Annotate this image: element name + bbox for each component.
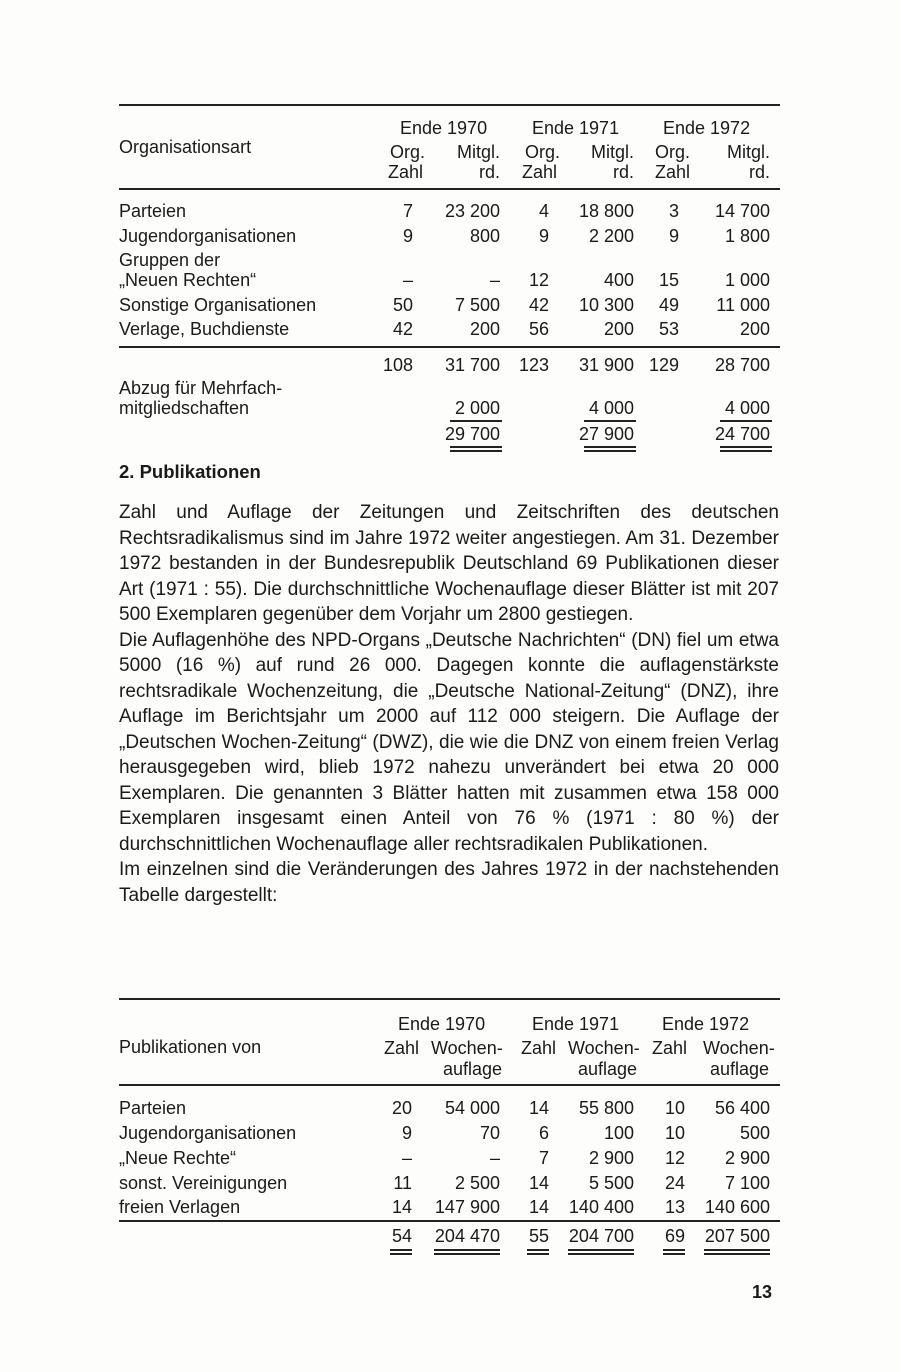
table-cell: 9 [402,226,413,246]
table-cell: 10 [664,1123,685,1143]
table-top-rule [119,998,780,1000]
table-cell: 200 [469,319,500,339]
subheader-wochen: Wochen- [703,1038,775,1058]
table-cell: 13 [664,1197,685,1217]
row-label: Parteien [119,201,187,221]
table-cell: 10 300 [578,295,634,315]
table-cell: 14 [391,1197,412,1217]
deduction-cell: 2 000 [454,398,500,418]
subheader-mitgl: Mitgl. [726,142,770,162]
table-sum-rule [119,346,780,348]
table-cell: 50 [392,295,413,315]
deduction-label: Abzug für Mehrfach- [119,378,283,398]
double-underline [704,1253,770,1255]
paragraph: Zahl und Auflage der Zeitungen und Zeitschriften des deutschen Rechtsradikalismus sind im Jahre 1972 weiter angestiegen. Am 31. Dezember 1972 bestanden in der Bundesrepublik Deutschland 69 Publikationen dieser Art (1971 : 55). Die durchschnittliche Wochenauflage dieser Blätter ist mit 207 500 Exemplaren gegenüber dem Vorjahr um 2800 gestiegen. [119,502,779,625]
double-underline [584,450,636,452]
deduction-cell: 4 000 [724,398,770,418]
total-cell: 28 700 [714,355,770,375]
table-cell: 24 [664,1173,685,1193]
table-cell: 53 [658,319,679,339]
net-cell: 27 900 [578,424,634,444]
table-cell: – [402,270,413,290]
table-cell: 500 [739,1123,770,1143]
table-cell: 54 000 [444,1098,500,1118]
table-cell: – [401,1148,412,1168]
column-header-publikationen: Publikationen von [119,1037,262,1057]
table-cell: 14 [528,1197,549,1217]
table-cell: 2 200 [588,226,634,246]
table-cell: 10 [664,1098,685,1118]
table-cell: 4 [538,201,549,221]
page-number: 13 [752,1282,773,1302]
table-cell: 42 [528,295,549,315]
table-cell: 7 500 [454,295,500,315]
row-label: „Neuen Rechten“ [119,270,257,290]
table-cell: 49 [658,295,679,315]
total-cell: 54 [391,1226,412,1246]
table-cell: 3 [668,201,679,221]
row-label: freien Verlagen [119,1197,241,1217]
subheader-rd: rd. [748,162,770,182]
deduction-label: mitgliedschaften [119,398,250,418]
total-cell: 108 [382,355,413,375]
table-cell: 18 800 [578,201,634,221]
table-cell: 9 [538,226,549,246]
table-sum-rule [119,1220,780,1222]
table-cell: 140 400 [568,1197,634,1217]
total-cell: 204 470 [434,1226,500,1246]
table-cell: 12 [664,1148,685,1168]
year-header: Ende 1971 [532,1014,620,1034]
subheader-zahl: Zahl [652,1038,688,1058]
subheader-org: Org. [390,142,426,162]
total-cell: 204 700 [568,1226,634,1246]
year-header: Ende 1972 [663,118,751,138]
row-label: sonst. Vereinigungen [119,1173,288,1193]
subheader-auflage: auflage [578,1059,638,1079]
total-cell: 31 900 [578,355,634,375]
total-cell: 129 [648,355,679,375]
table-cell: 6 [538,1123,549,1143]
table-cell: 7 [402,201,413,221]
subheader-rd: rd. [612,162,634,182]
table-cell: – [489,1148,500,1168]
paragraph: Die Auflagenhöhe des NPD-Organs „Deutsche Nachrichten“ (DN) fiel um etwa 5000 (16 %) auf rund 26 000. Dagegen konnte die auflagenstärkste rechtsradikale Wochenzeitung, die „Deutsche National-Zeitung“ (DNZ), ihre Auflage im Berichtsjahr um 2000 auf 112 000 steigern. Die Auflage der „Deutschen Wochen-Zeitung“ (DWZ), die wie die DNZ von einem freien Verlag herausgegeben wird, blieb 1972 nahezu unverändert bei etwa 20 000 Exemplaren. Die genannten 3 Blätter hatten mit zusammen etwa 158 000 Exemplaren insgesamt einen Anteil von 76 % (1971 : 80 %) der durchschnittlichen Wochenauflage aller rechtsradikalen Publikationen. [119,629,779,855]
total-cell: 55 [528,1226,549,1246]
subheader-wochen: Wochen- [431,1038,503,1058]
total-cell: 69 [664,1226,685,1246]
table-cell: 11 000 [716,295,770,315]
double-underline [390,1249,412,1251]
double-underline [434,1249,500,1251]
table-cell: – [489,270,500,290]
table-cell: 1 000 [724,270,770,290]
table-cell: 12 [528,270,549,290]
section-heading: 2. Publikationen [119,461,261,482]
table-cell: 2 900 [724,1148,770,1168]
row-label: Jugendorganisationen [119,226,297,246]
underline [450,420,502,422]
row-label: „Neue Rechte“ [119,1148,237,1168]
net-cell: 29 700 [444,424,500,444]
subheader-org: Org. [655,142,691,162]
double-underline [568,1249,634,1251]
table-header-rule [119,1084,780,1086]
total-cell: 123 [518,355,549,375]
subheader-rd: rd. [478,162,500,182]
table-cell: 14 700 [714,201,770,221]
double-underline [527,1249,549,1251]
year-header: Ende 1970 [398,1014,486,1034]
year-header: Ende 1970 [400,118,488,138]
body-text [119,500,779,908]
table-cell: 2 500 [454,1173,500,1193]
subheader-mitgl: Mitgl. [590,142,634,162]
row-label: Jugendorganisationen [119,1123,297,1143]
double-underline [527,1253,549,1255]
double-underline [704,1249,770,1251]
table-cell: 55 800 [578,1098,634,1118]
subheader-org: Org. [525,142,561,162]
table-cell: 9 [668,226,679,246]
table-cell: 200 [739,319,770,339]
year-header: Ende 1972 [662,1014,750,1034]
table-cell: 15 [658,270,679,290]
table-cell: 147 900 [434,1197,500,1217]
underline [720,420,772,422]
table-cell: 11 [393,1173,412,1193]
double-underline [390,1253,412,1255]
underline [584,420,636,422]
column-header-organisationsart: Organisationsart [119,137,252,157]
double-underline [663,1249,685,1251]
year-header: Ende 1971 [532,118,620,138]
subheader-zahl: Zahl [522,162,558,182]
row-label: Sonstige Organisationen [119,295,317,315]
table-cell: 400 [603,270,634,290]
table-cell: 100 [603,1123,634,1143]
subheader-auflage: auflage [710,1059,770,1079]
double-underline [720,446,772,448]
double-underline [584,446,636,448]
table-cell: 2 900 [588,1148,634,1168]
table-cell: 42 [392,319,413,339]
table-cell: 200 [603,319,634,339]
net-cell: 24 700 [714,424,770,444]
double-underline [568,1253,634,1255]
subheader-zahl: Zahl [384,1038,420,1058]
table-cell: 56 400 [714,1098,770,1118]
subheader-zahl: Zahl [521,1038,557,1058]
double-underline [434,1253,500,1255]
subheader-zahl: Zahl [655,162,691,182]
paragraph: Im einzelnen sind die Veränderungen des Jahres 1972 in der nachstehenden Tabelle dargestellt: [119,859,779,906]
total-cell: 31 700 [444,355,500,375]
double-underline [720,450,772,452]
table-top-rule [119,104,780,106]
subheader-wochen: Wochen- [568,1038,640,1058]
double-underline [450,446,502,448]
double-underline [450,450,502,452]
table-cell: 9 [401,1123,412,1143]
subheader-mitgl: Mitgl. [456,142,500,162]
table-cell: 800 [469,226,500,246]
table-cell: 23 200 [444,201,500,221]
table-cell: 5 500 [588,1173,634,1193]
table-cell: 7 [538,1148,549,1168]
deduction-cell: 4 000 [588,398,634,418]
double-underline [663,1253,685,1255]
table-cell: 70 [479,1123,500,1143]
table-cell: 14 [528,1173,549,1193]
row-label: Gruppen der [119,250,221,270]
row-label: Verlage, Buchdienste [119,319,290,339]
table-cell: 1 800 [724,226,770,246]
table-header-rule [119,188,780,190]
table-cell: 7 100 [724,1173,770,1193]
table-cell: 140 600 [704,1197,770,1217]
total-cell: 207 500 [704,1226,770,1246]
table-cell: 20 [391,1098,412,1118]
table-cell: 14 [528,1098,549,1118]
subheader-auflage: auflage [443,1059,503,1079]
row-label: Parteien [119,1098,187,1118]
table-cell: 56 [528,319,549,339]
subheader-zahl: Zahl [388,162,424,182]
